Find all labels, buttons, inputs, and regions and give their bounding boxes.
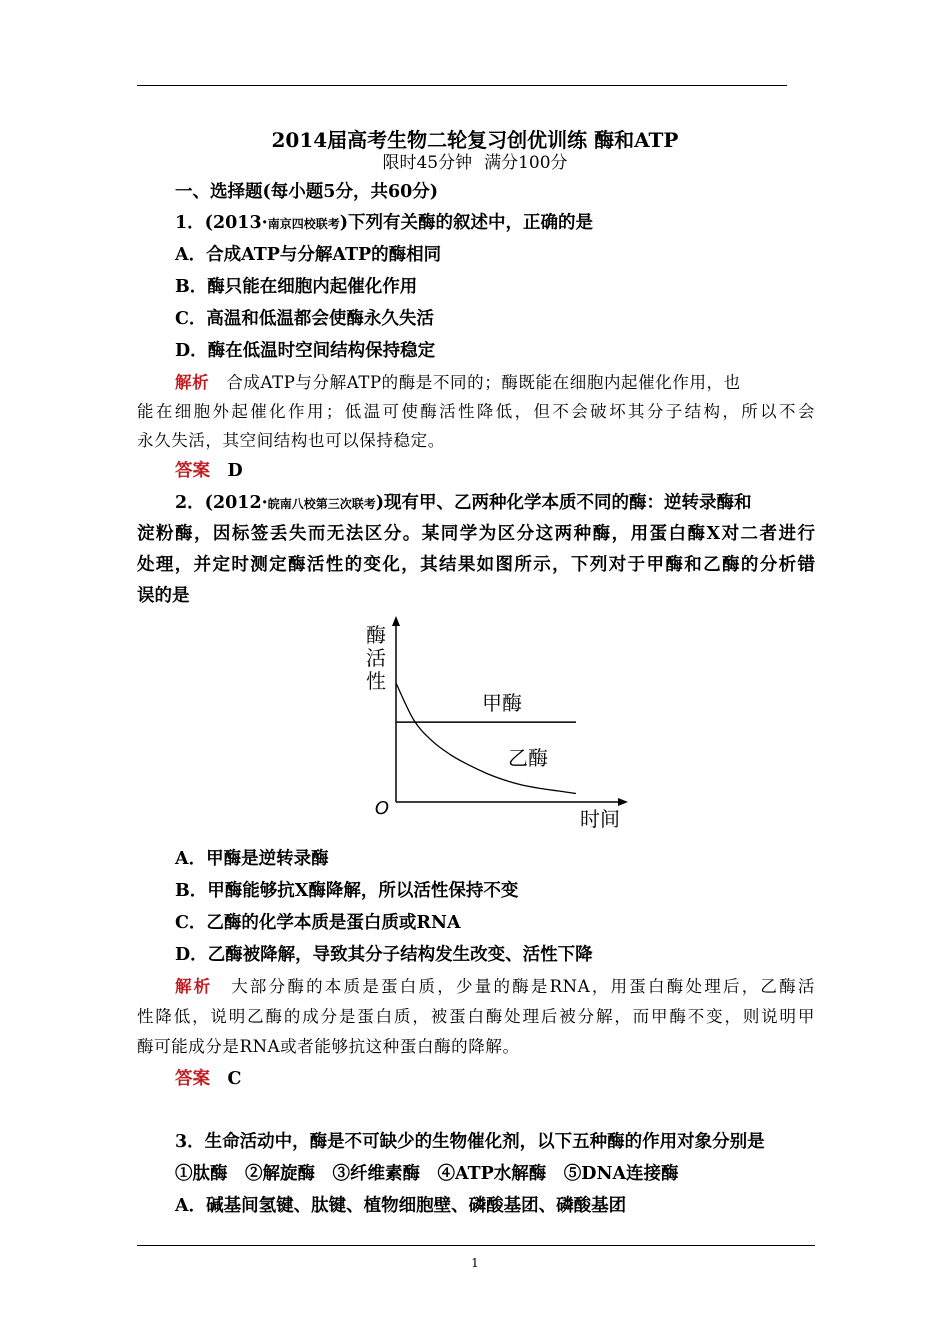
time-limit: 限时45分钟 [382,153,473,173]
q2-stem-line-1: 2．(2012·皖南八校第三次联考)现有甲、乙两种化学本质不同的酶：逆转录酶和 [175,493,752,513]
q2-analysis-label: 解析 [175,977,213,996]
q2-stem-line-3: 处理，并定时测定酶活性的变化，其结果如图所示，下列对于甲酶和乙酶的分析错 [137,555,815,575]
q1-analysis-label: 解析 [175,373,210,392]
series-label-yi: 乙酶 [508,746,548,770]
y-axis-label-2: 活 [366,646,386,670]
q1-option-c: C．高温和低温都会使酶永久失活 [175,309,434,329]
q2-option-b: B．甲酶能够抗X酶降解，所以活性保持不变 [175,881,519,901]
q2-stem-line-4: 误的是 [137,586,190,606]
q2-answer-label: 答案 [175,1069,210,1089]
q1-option-a: A．合成ATP与分解ATP的酶相同 [175,245,442,265]
q2-analysis-line-2: 性降低，说明乙酶的成分是蛋白质，被蛋白酶处理后被分解，而甲酶不变，则说明甲 [137,1007,815,1026]
q2-analysis-line-3: 酶可能成分是RNA或者能够抗这种蛋白酶的降解。 [137,1037,520,1056]
page-subtitle [0,148,950,173]
q1-option-d: D．酶在低温时空间结构保持稳定 [175,341,436,361]
q3-enzymes: ①肽酶 ②解旋酶 ③纤维素酶 ④ATP水解酶 ⑤DNA连接酶 [175,1164,679,1184]
q1-option-b: B．酶只能在细胞内起催化作用 [175,277,418,297]
x-axis-arrow [618,798,628,806]
y-axis-label-1: 酶 [366,623,386,647]
q3-stem: 3．生命活动中，酶是不可缺少的生物催化剂，以下五种酶的作用对象分别是 [175,1132,765,1152]
page-number: 1 [471,1256,479,1270]
series-label-jia: 甲酶 [482,691,522,715]
q2-source: 皖南八校第三次联考 [267,497,376,511]
q2-answer: 答案 C [175,1069,242,1089]
y-axis-label-3: 性 [366,669,386,693]
origin-label: O [374,798,390,819]
q2-stem-line-2: 淀粉酶，因标签丢失而无法区分。某同学为区分这两种酶，用蛋白酶X对二者进行 [137,524,815,544]
q1-source: 南京四校联考 [267,217,340,231]
section-heading: 一、选择题(每小题5分，共60分) [175,182,439,202]
q2-analysis-line-1: 解析 大部分酶的本质是蛋白质，少量的酶是RNA，用蛋白酶处理后，乙酶活 [175,977,815,996]
full-score: 满分100分 [484,153,568,173]
q3-option-a: A．碱基间氢键、肽键、植物细胞壁、磷酸基团、磷酸基团 [175,1196,627,1216]
page-title: 2014届高考生物二轮复习创优训练 酶和ATP [271,128,679,152]
q1-stem: 1．(2013·南京四校联考)下列有关酶的叙述中，正确的是 [175,213,594,233]
q2-option-c: C．乙酶的化学本质是蛋白质或RNA [175,913,461,933]
y-axis-arrow [392,616,400,626]
q2-option-d: D．乙酶被降解，导致其分子结构发生改变、活性下降 [175,945,593,965]
q1-analysis-line-3: 永久失活，其空间结构也可以保持稳定。 [137,431,445,450]
header-rule [137,85,787,86]
q1-analysis-line-2: 能在细胞外起催化作用；低温可使酶活性降低，但不会破坏其分子结构，所以不会 [137,402,815,421]
footer-rule [137,1245,815,1246]
x-axis-label: 时间 [580,807,620,831]
q1-answer-label: 答案 [175,461,210,481]
q2-option-a: A．甲酶是逆转录酶 [175,849,329,869]
q1-analysis-line-1: 解析 合成ATP与分解ATP的酶是不同的；酶既能在细胞内起催化作用，也 [175,373,741,392]
q1-answer: 答案 D [175,461,243,481]
enzyme-activity-chart [340,612,640,837]
